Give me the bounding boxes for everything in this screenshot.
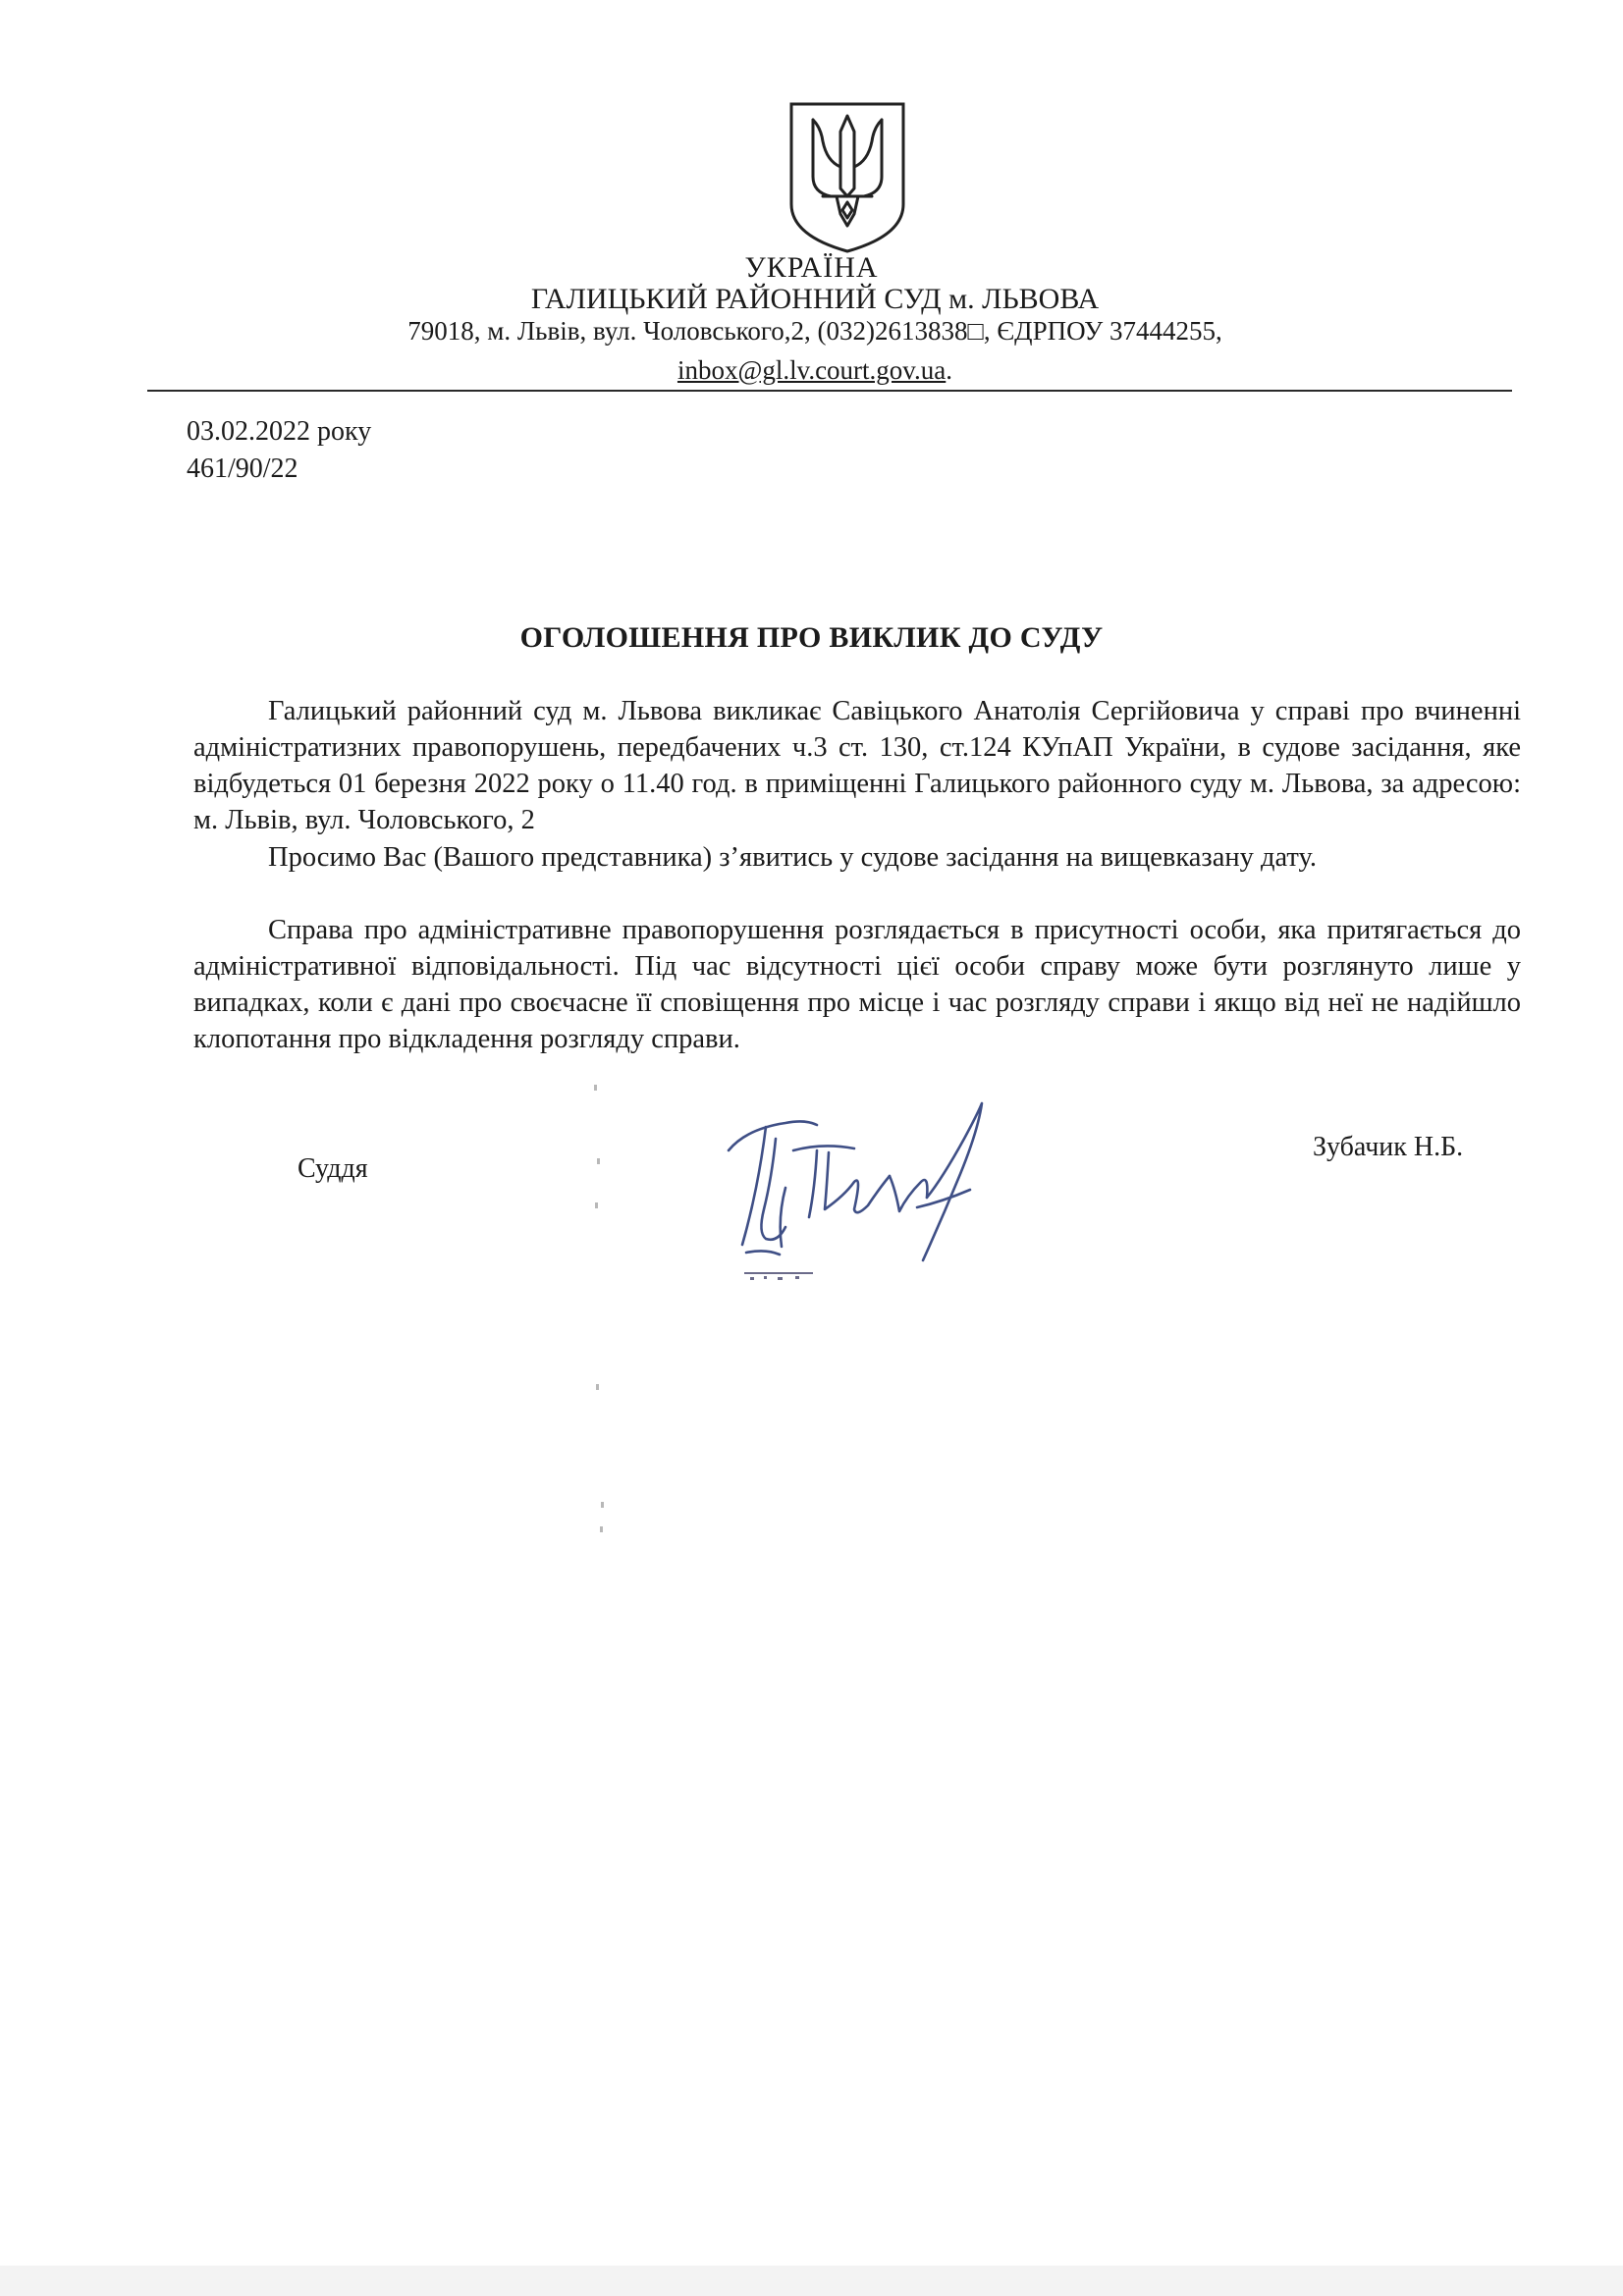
scan-speck [596, 1384, 599, 1390]
court-email-line [0, 355, 1623, 386]
handwritten-signature [707, 1080, 1031, 1296]
scan-speck [597, 1158, 600, 1164]
body-paragraph-1 [193, 693, 1521, 838]
judge-name: Зубачик Н.Б. [1313, 1132, 1464, 1162]
document-reference-number: 461/90/22 [187, 454, 298, 484]
ukraine-trident-emblem-icon [784, 98, 911, 255]
court-email-link[interactable]: inbox@gl.lv.court.gov.ua [676, 355, 947, 385]
document-date: 03.02.2022 року [187, 416, 372, 447]
scan-speck [595, 1202, 598, 1208]
body-paragraph-2 [193, 839, 1521, 876]
paragraph-text: Галицький районний суд м. Львова викликає Савіцького Анатолія Сергійовича у справі про вчиненні адміністратизних правопорушень, передбачених ч.3 ст. 130, ст.124 КУпАП України, в судове засідання, яке відбудеться 01 березня 2022 року о 11.40 год. в приміщенні Галицького районного суду м. Львова, за адресою: м. Львів, вул. Чоловського, 2 [193, 696, 1521, 835]
body-paragraph-3 [193, 912, 1521, 1057]
email-suffix: . [946, 355, 953, 385]
paragraph-text: Справа про адміністративне правопорушення розглядається в присутності особи, яка притягається до адміністративної відповідальності. Під час відсутності цієї особи справу може бути розглянуто лише у випадках, коли є дані про своєчасне її сповіщення про місце і час розгляду справи і якщо від неї не надійшло клопотання про відкладення розгляду справи. [193, 915, 1521, 1054]
scan-bottom-edge [0, 2266, 1623, 2296]
scan-speck [594, 1085, 597, 1091]
court-address: 79018, м. Львів, вул. Чоловського,2, (032)2613838□, ЄДРПОУ 37444255, [407, 316, 1222, 346]
paragraph-text: Просимо Вас (Вашого представника) з’явитись у судове засідання на вищевказану дату. [268, 842, 1317, 873]
document-title: ОГОЛОШЕННЯ ПРО ВИКЛИК ДО СУДУ [519, 621, 1104, 654]
header-divider [147, 390, 1512, 392]
scan-speck [600, 1526, 603, 1532]
scan-speck [601, 1502, 604, 1508]
country-heading: УКРАЇНА [744, 251, 879, 284]
judge-role-label: Суддя [298, 1153, 368, 1184]
court-name-heading: ГАЛИЦЬКИЙ РАЙОННИЙ СУД м. ЛЬВОВА [530, 283, 1100, 315]
